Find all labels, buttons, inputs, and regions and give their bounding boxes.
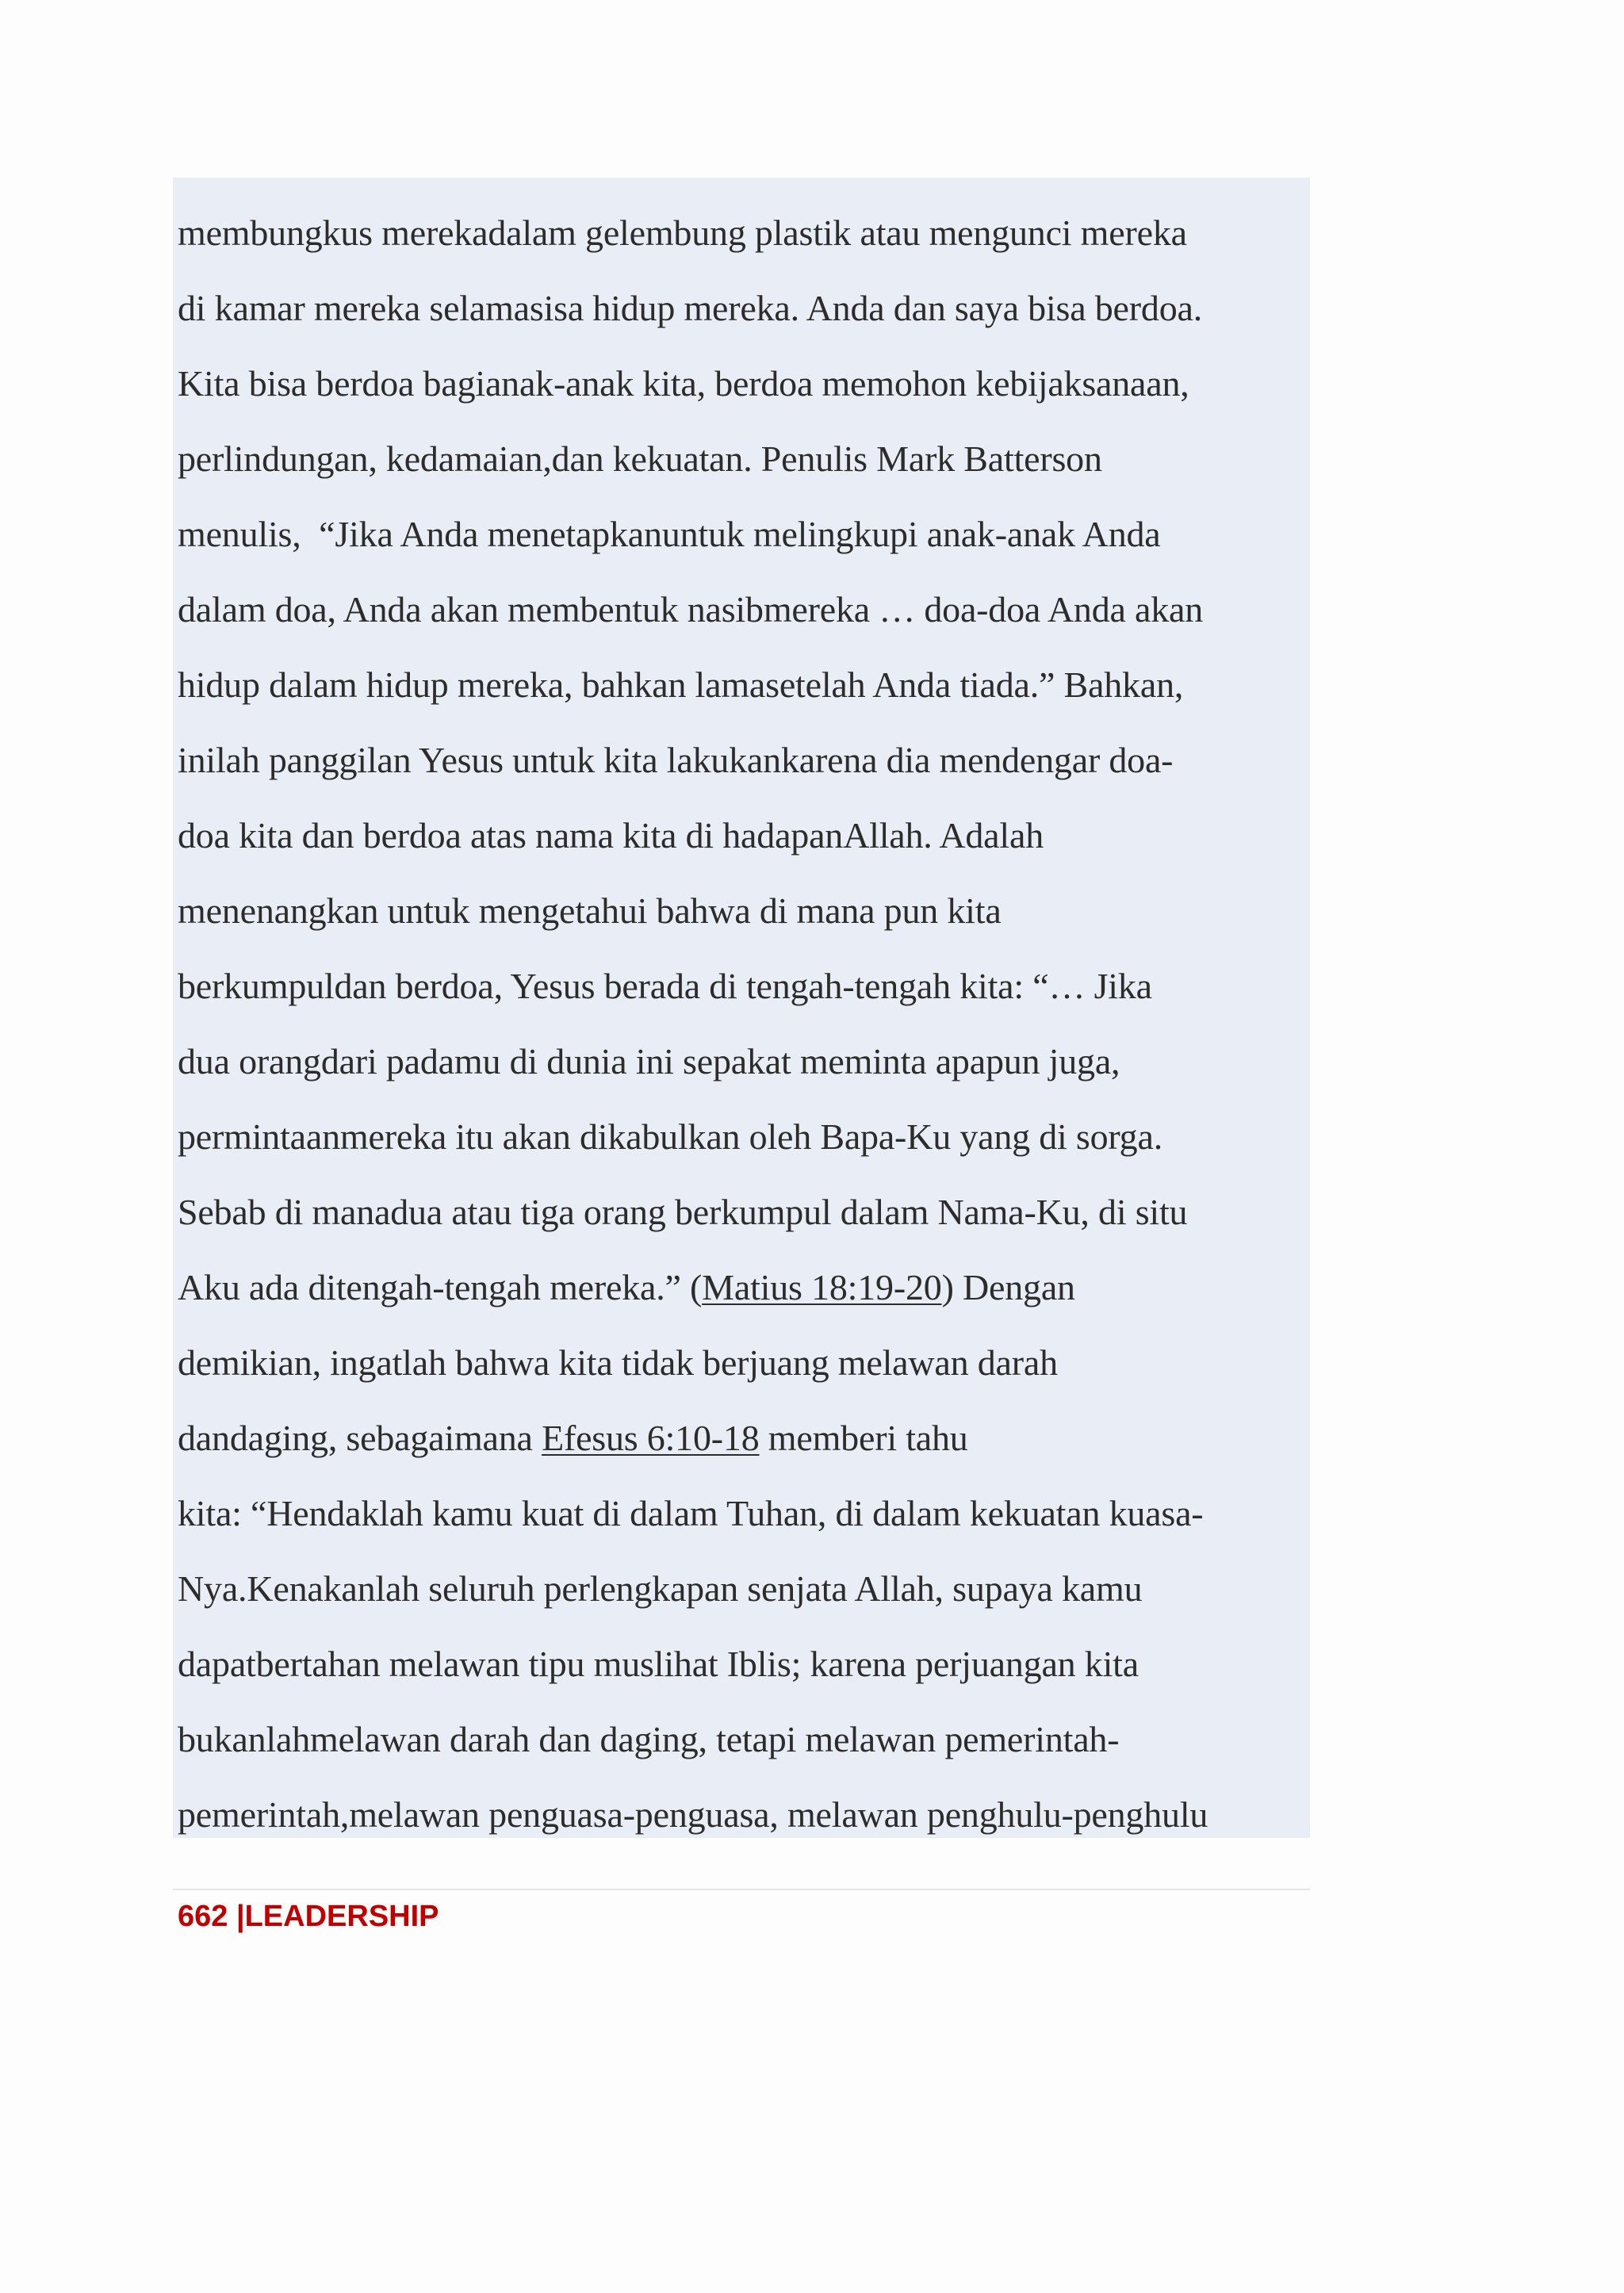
body-line-with-reference bbox=[178, 1414, 968, 1462]
footer-divider bbox=[173, 1889, 1310, 1890]
body-line: Sebab di manadua atau tiga orang berkumpul dalam Nama-Ku, di situ bbox=[178, 1192, 1188, 1232]
body-line: dua orangdari padamu di dunia ini sepakat meminta apapun juga, bbox=[178, 1041, 1120, 1081]
line-text: dandaging, sebagaimana bbox=[178, 1418, 542, 1458]
body-line: permintaanmereka itu akan dikabulkan oleh Bapa-Ku yang di sorga. bbox=[178, 1116, 1163, 1157]
line-text: Aku ada ditengah-tengah mereka.” ( bbox=[178, 1267, 703, 1307]
body-line: dalam doa, Anda akan membentuk nasibmereka … doa-doa Anda akan bbox=[178, 589, 1204, 630]
line-text: memberi tahu bbox=[759, 1418, 968, 1458]
body-line: doa kita dan berdoa atas nama kita di hadapanAllah. Adalah bbox=[178, 815, 1044, 856]
body-line: Nya.Kenakanlah seluruh perlengkapan senjata Allah, supaya kamu bbox=[178, 1568, 1143, 1609]
body-line: dapatbertahan melawan tipu muslihat Iblis; karena perjuangan kita bbox=[178, 1644, 1139, 1684]
body-line: kita: “Hendaklah kamu kuat di dalam Tuhan, di dalam kekuatan kuasa- bbox=[178, 1493, 1204, 1533]
matius-reference-link[interactable]: Matius 18:19-20 bbox=[702, 1267, 942, 1307]
body-line: perlindungan, kedamaian,dan kekuatan. Penulis Mark Batterson bbox=[178, 438, 1102, 479]
body-line: Kita bisa berdoa bagianak-anak kita, berdoa memohon kebijaksanaan, bbox=[178, 363, 1189, 404]
efesus-reference-link[interactable]: Efesus 6:10-18 bbox=[542, 1418, 760, 1458]
body-line: menulis, “Jika Anda menetapkanuntuk melingkupi anak-anak Anda bbox=[178, 514, 1161, 554]
body-line: berkumpuldan berdoa, Yesus berada di tengah-tengah kita: “… Jika bbox=[178, 966, 1152, 1006]
body-line: membungkus merekadalam gelembung plastik atau mengunci mereka bbox=[178, 212, 1187, 253]
body-line: bukanlahmelawan darah dan daging, tetapi melawan pemerintah- bbox=[178, 1719, 1120, 1759]
body-line-with-reference bbox=[178, 1264, 1075, 1311]
body-line: pemerintah,melawan penguasa-penguasa, melawan penghulu-penghulu bbox=[178, 1794, 1208, 1835]
body-line: demikian, ingatlah bahwa kita tidak berjuang melawan darah bbox=[178, 1342, 1058, 1383]
body-line: hidup dalam hidup mereka, bahkan lamasetelah Anda tiada.” Bahkan, bbox=[178, 664, 1184, 705]
body-text-block bbox=[173, 178, 1310, 1838]
body-line: inilah panggilan Yesus untuk kita lakukankarena dia mendengar doa- bbox=[178, 740, 1174, 780]
body-line: di kamar mereka selamasisa hidup mereka. Anda dan saya bisa berdoa. bbox=[178, 288, 1203, 328]
body-line: menenangkan untuk mengetahui bahwa di mana pun kita bbox=[178, 890, 1002, 931]
line-text: ) Dengan bbox=[941, 1267, 1075, 1307]
page-number-footer: 662 |LEADERSHIP bbox=[178, 1900, 439, 1933]
